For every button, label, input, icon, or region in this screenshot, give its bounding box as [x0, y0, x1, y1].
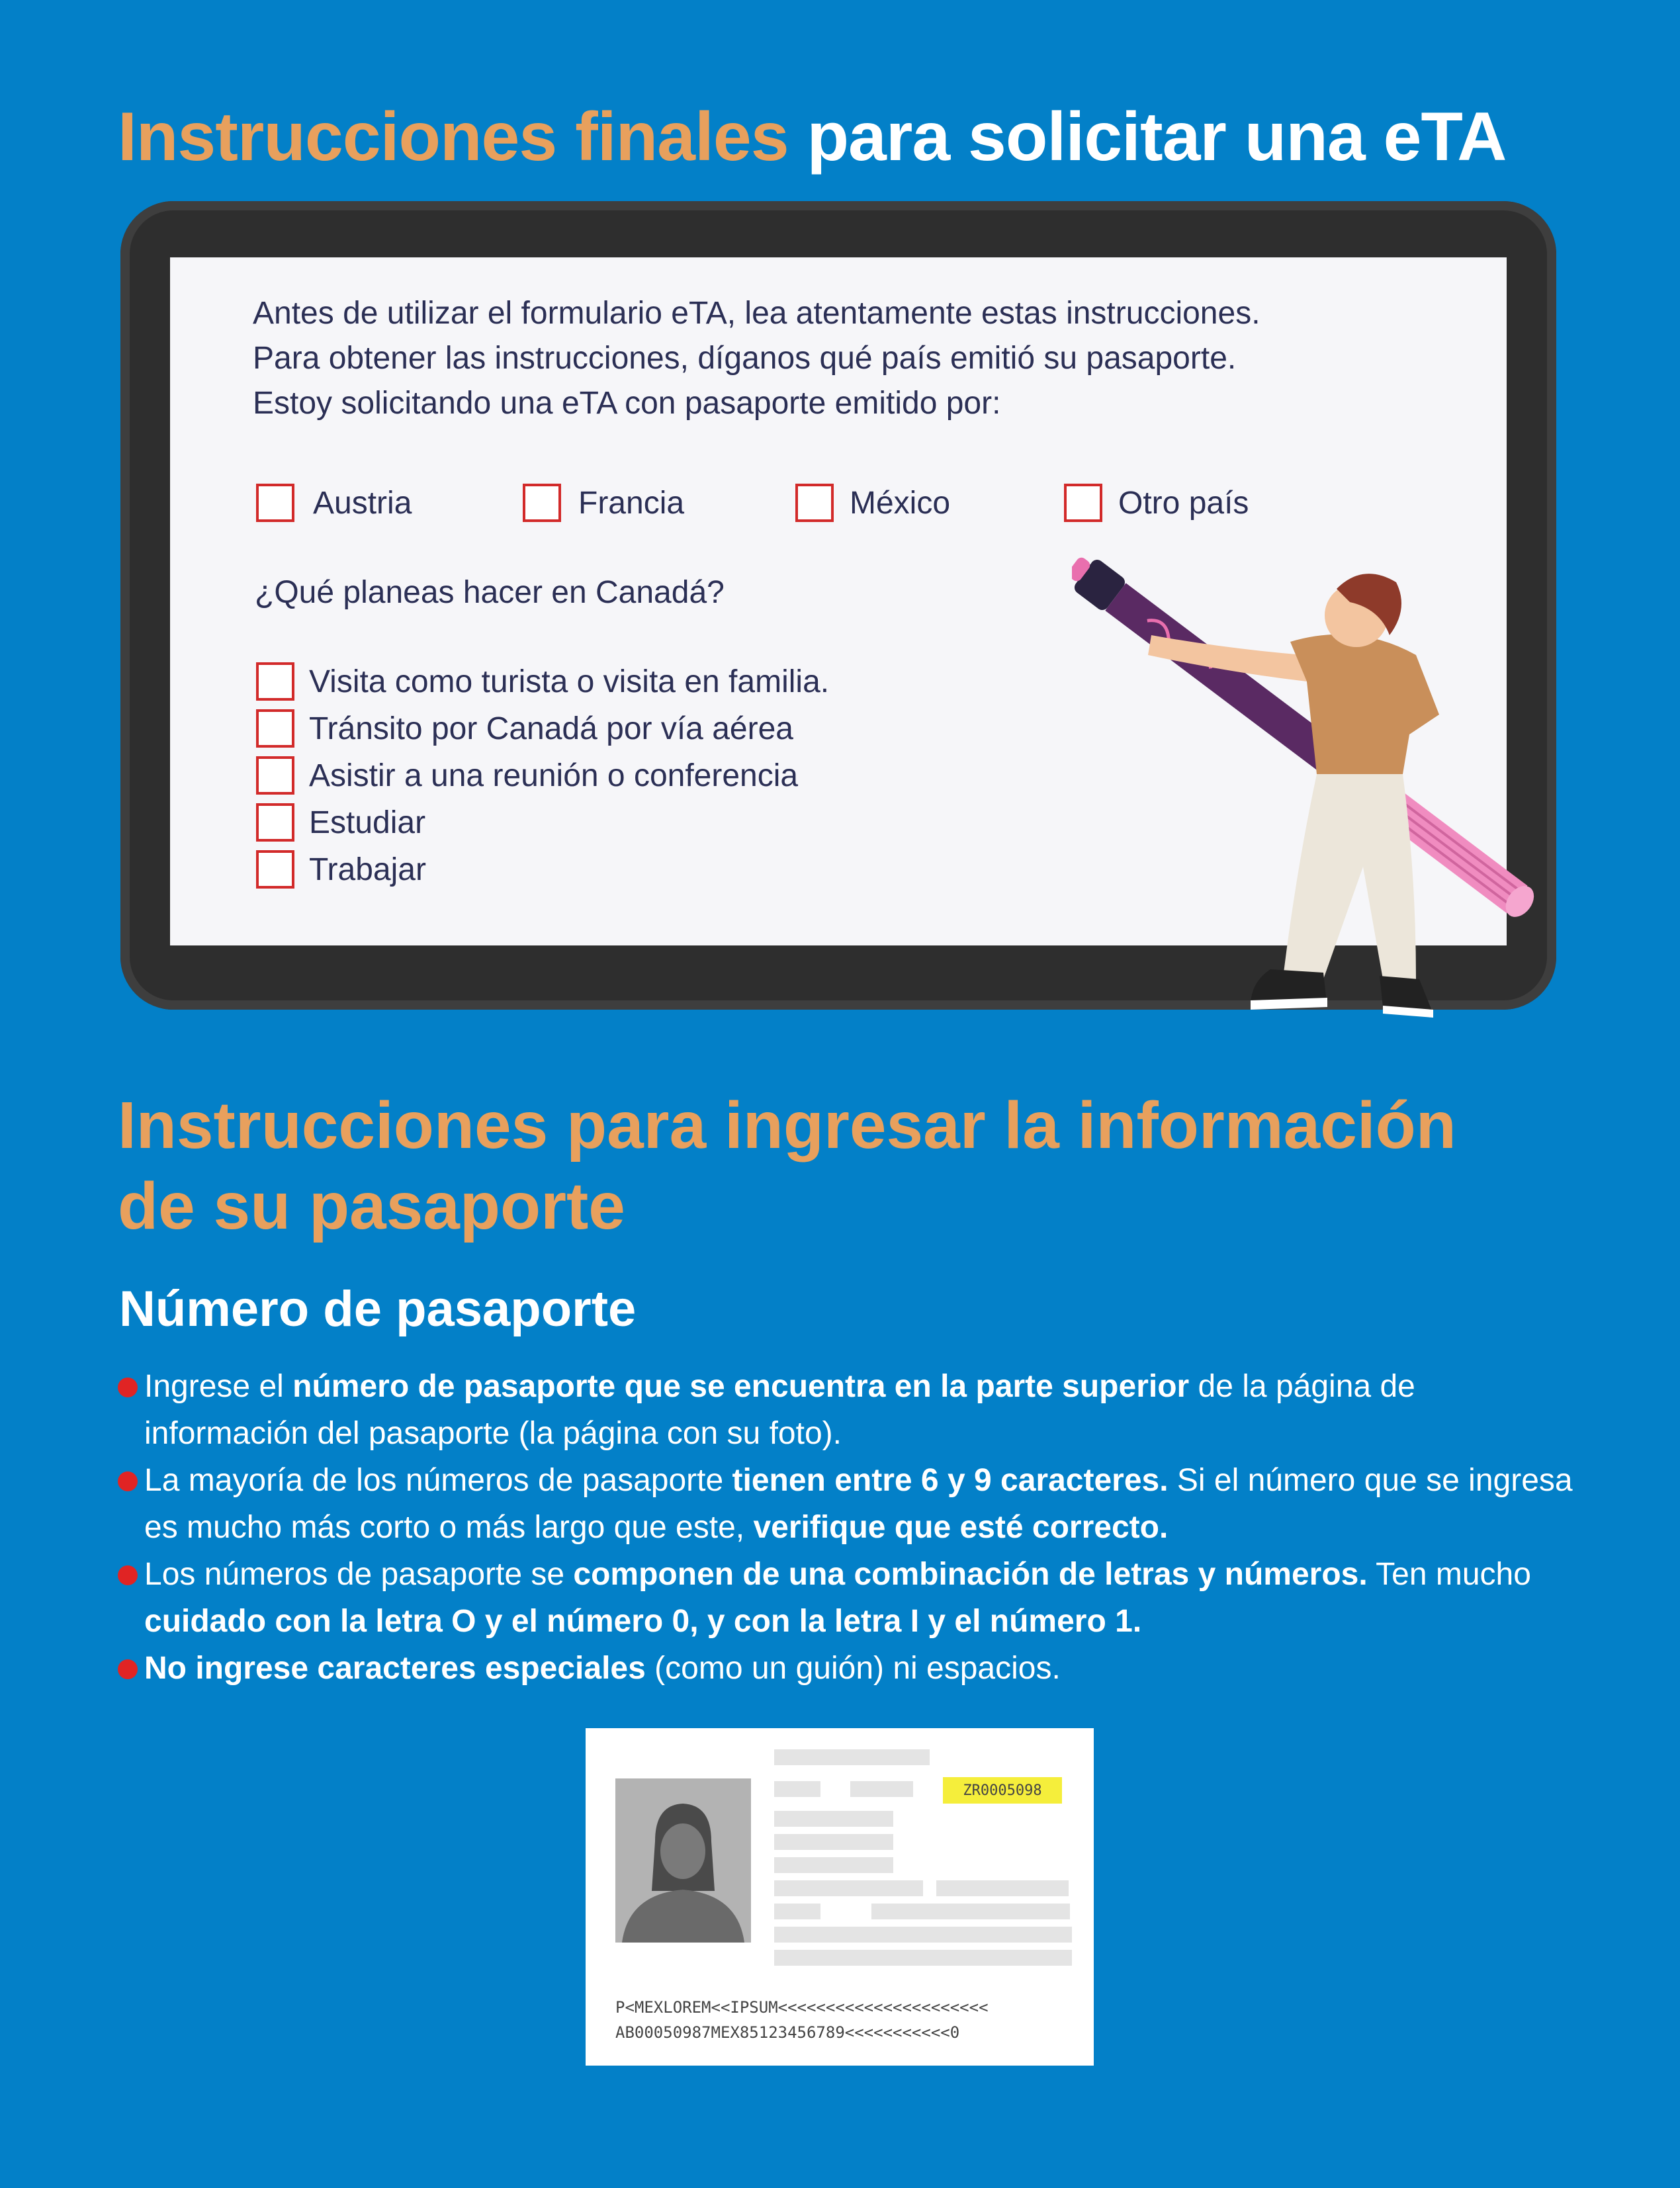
checkbox[interactable]: [256, 850, 294, 889]
section-heading-line: Instrucciones para ingresar la información: [118, 1088, 1456, 1162]
intro-line: Para obtener las instrucciones, díganos qué país emitió su pasaporte.: [253, 341, 1237, 376]
country-option-austria[interactable]: [256, 484, 412, 522]
option-label: Austria: [313, 485, 412, 521]
purpose-option[interactable]: [256, 709, 793, 748]
option-label: Otro país: [1118, 485, 1249, 521]
option-label: Asistir a una reunión o conferencia: [309, 758, 799, 793]
passport-number-highlight: ZR0005098: [943, 1777, 1062, 1804]
purpose-option[interactable]: [256, 756, 798, 795]
checkbox[interactable]: [256, 756, 294, 795]
country-option-mexico[interactable]: [795, 484, 950, 522]
purpose-question: ¿Qué planeas hacer en Canadá?: [255, 575, 725, 610]
checkbox[interactable]: [256, 484, 294, 522]
section-heading: [118, 1085, 1607, 1247]
form-intro: [253, 291, 1477, 426]
purpose-option[interactable]: [256, 662, 829, 701]
title-rest: para solicitar una eTA: [807, 99, 1507, 175]
checkbox[interactable]: [256, 662, 294, 701]
person-with-pen-illustration: [1072, 556, 1614, 1065]
mrz-line-2: AB00050987MEX85123456789<<<<<<<<<<<0: [615, 2023, 960, 2042]
country-option-otro[interactable]: [1064, 484, 1249, 522]
checkbox[interactable]: [256, 803, 294, 842]
option-label: Trabajar: [309, 852, 426, 887]
instruction-list: [118, 1363, 1573, 1692]
list-item: No ingrese caracteres especiales (como un guión) ni espacios.: [118, 1645, 1573, 1692]
page-title: [118, 98, 1506, 177]
title-accent: Instrucciones finales: [118, 99, 789, 175]
checkbox[interactable]: [523, 484, 561, 522]
intro-line: Antes de utilizar el formulario eTA, lea atentamente estas instrucciones.: [253, 296, 1260, 331]
mrz-line-1: P<MEXLOREM<<IPSUM<<<<<<<<<<<<<<<<<<<<<<: [615, 1998, 989, 2017]
list-item: Los números de pasaporte se componen de una combinación de letras y números. Ten mucho cuidado con la letra O y el número 0, y con la letra I y el número 1.: [118, 1551, 1573, 1645]
passport-sample: [586, 1728, 1094, 2066]
section-heading-line: de su pasaporte: [118, 1169, 625, 1243]
purpose-option[interactable]: [256, 803, 425, 842]
option-label: Estudiar: [309, 805, 426, 840]
list-item: La mayoría de los números de pasaporte tienen entre 6 y 9 caracteres. Si el número que se ingresa es mucho más corto o más largo que este, verifique que esté correcto.: [118, 1457, 1573, 1551]
option-label: Visita como turista o visita en familia.: [309, 664, 830, 699]
checkbox[interactable]: [795, 484, 834, 522]
list-item: Ingrese el número de pasaporte que se encuentra en la parte superior de la página de información del pasaporte (la página con su foto).: [118, 1363, 1573, 1457]
subsection-heading: Número de pasaporte: [119, 1281, 637, 1337]
passport-photo: [615, 1778, 751, 1943]
purpose-option[interactable]: [256, 850, 426, 889]
checkbox[interactable]: [1064, 484, 1102, 522]
option-label: Tránsito por Canadá por vía aérea: [309, 711, 793, 746]
checkbox[interactable]: [256, 709, 294, 748]
country-option-francia[interactable]: [523, 484, 684, 522]
intro-line: Estoy solicitando una eTA con pasaporte emitido por:: [253, 386, 1001, 421]
option-label: México: [850, 485, 951, 521]
person-silhouette-icon: [615, 1778, 751, 1943]
option-label: Francia: [578, 485, 685, 521]
